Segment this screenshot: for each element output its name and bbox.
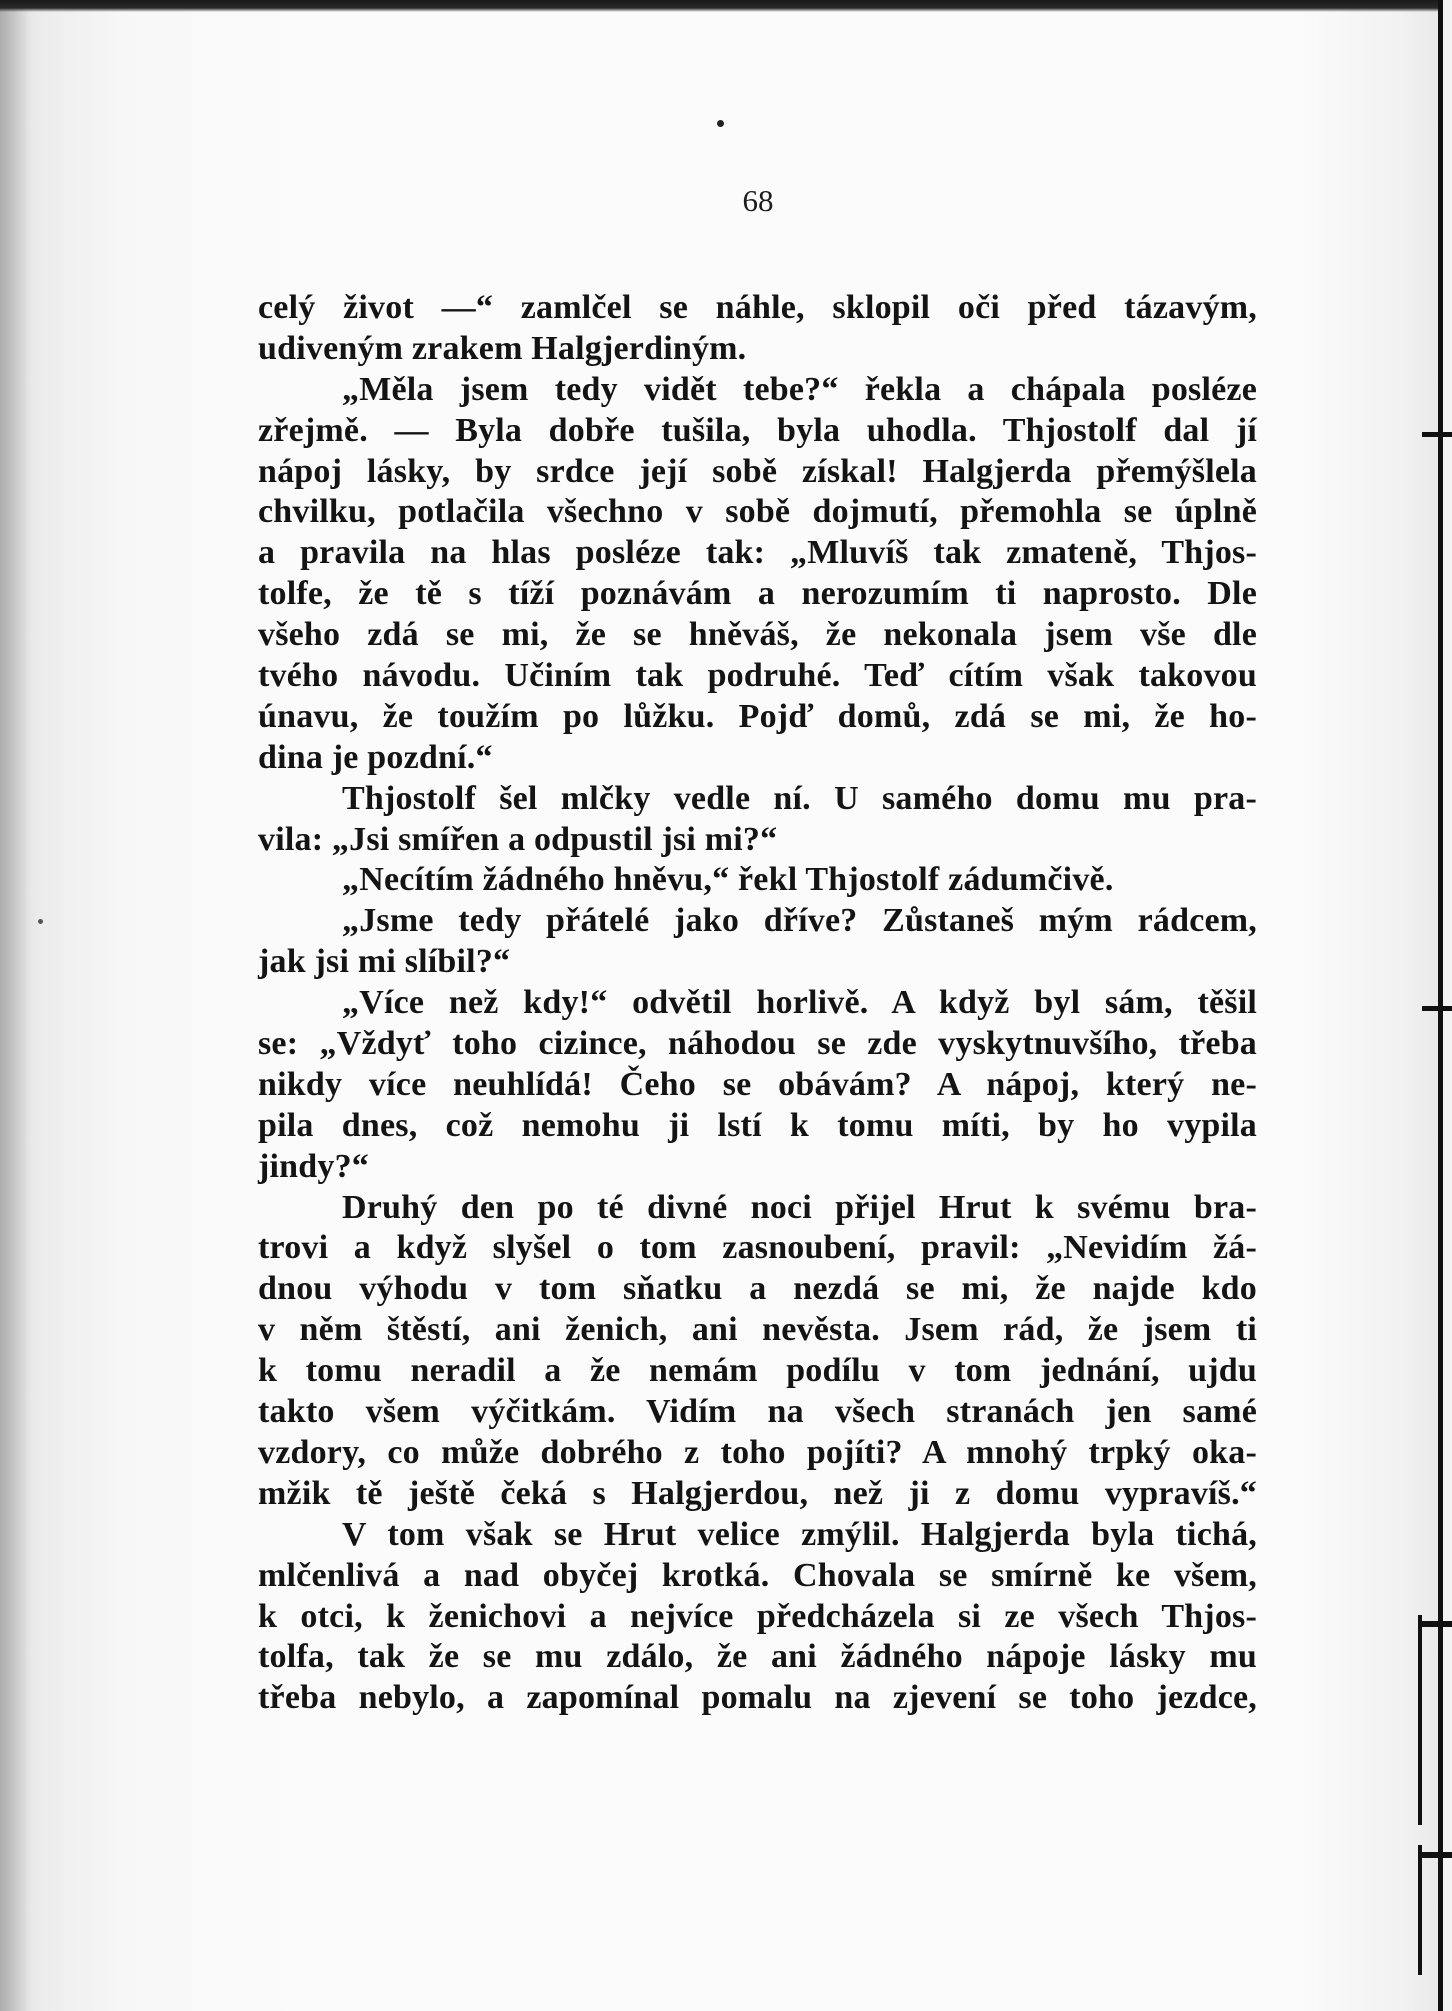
text-line: V tom však se Hrut velice zmýlil. Halgjerda byla tichá,: [342, 1515, 1257, 1553]
text-line: třeba nebylo, a zapomínal pomalu na zjevení se toho jezdce,: [258, 1679, 1257, 1717]
text-line: „Necítím žádného hněvu,“ řekl Thjostolf zádumčivě.: [342, 861, 1114, 899]
text-line: dnou výhodu v tom sňatku a nezdá se mi, že najde kdo: [258, 1270, 1257, 1308]
text-line: Druhý den po té divné noci přijel Hrut k svému bra-: [342, 1188, 1257, 1226]
text-line: mlčenlivá a nad obyčej krotká. Chovala se smírně ke všem,: [258, 1556, 1257, 1594]
text-line: Thjostolf šel mlčky vedle ní. U samého domu mu pra-: [342, 779, 1257, 817]
text-line: zřejmě. — Byla dobře tušila, byla uhodla. Thjostolf dal jí: [258, 411, 1257, 449]
page-number: 68: [742, 183, 774, 218]
margin-mark-stem: [1418, 1615, 1422, 1825]
text-line: jak jsi mi slíbil?“: [258, 943, 511, 981]
text-line: chvilku, potlačila všechno v sobě dojmutí, přemohla se úplně: [258, 493, 1257, 531]
text-line: tolfa, tak že se mu zdálo, že ani žádného nápoje lásky mu: [258, 1638, 1257, 1676]
text-line: nápoj lásky, by srdce její sobě získal! Halgjerda přemýšlela: [258, 452, 1257, 490]
text-line: vila: „Jsi smířen a odpustil jsi mi?“: [258, 820, 778, 858]
margin-mark-stem: [1418, 1845, 1422, 1975]
text-line: „Více než kdy!“ odvětil horlivě. A když byl sám, těšil: [342, 984, 1257, 1022]
text-line: tolfe, že tě s tíží poznávám a nerozumím ti naprosto. Dle: [258, 575, 1257, 613]
text-line: únavu, že toužím po lůžku. Pojď domů, zdá se mi, že ho-: [258, 697, 1257, 735]
top-scan-border: [0, 0, 1452, 12]
margin-mark: [1422, 1852, 1452, 1858]
text-line: k otci, k ženichovi a nejvíce předcházela si ze všech Thjos-: [258, 1597, 1257, 1635]
text-line: dina je pozdní.“: [258, 738, 493, 776]
left-binding-shadow: [0, 0, 30, 2011]
body-text: [258, 288, 1257, 1719]
text-line: „Měla jsem tedy vidět tebe?“ řekla a chápala posléze: [342, 370, 1257, 408]
text-line: vzdory, co může dobrého z toho pojíti? A mnohý trpký oka-: [258, 1433, 1257, 1471]
ink-speck: [38, 919, 43, 924]
text-line: se: „Vždyť toho cizince, náhodou se zde vyskytnuvšího, třeba: [258, 1025, 1257, 1063]
text-line: trovi a když slyšel o tom zasnoubení, pravil: „Nevidím žá-: [258, 1229, 1257, 1267]
text-line: nikdy více neuhlídá! Čeho se obávám? A nápoj, který ne-: [258, 1065, 1257, 1103]
text-line: mžik tě ještě čeká s Halgjerdou, než ji z domu vypravíš.“: [258, 1474, 1257, 1512]
text-line: „Jsme tedy přátelé jako dříve? Zůstaneš mým rádcem,: [342, 902, 1257, 940]
text-line: a pravila na hlas posléze tak: „Mluvíš tak zmateně, Thjos-: [258, 534, 1257, 572]
text-line: k tomu neradil a že nemám podílu v tom jednání, ujdu: [258, 1352, 1257, 1390]
text-line: takto všem výčitkám. Vidím na všech stranách jen samé: [258, 1393, 1257, 1431]
margin-mark: [1422, 1006, 1452, 1011]
text-line: udiveným zrakem Halgjerdiným.: [258, 329, 747, 367]
text-line: pila dnes, což nemohu ji lstí k tomu míti, by ho vypila: [258, 1106, 1257, 1144]
text-line: tvého návodu. Učiním tak podruhé. Teď cítím však takovou: [258, 657, 1257, 695]
ink-speck: [717, 120, 724, 127]
text-line: v něm štěstí, ani ženich, ani nevěsta. Jsem rád, že jsem ti: [258, 1311, 1257, 1349]
margin-mark: [1422, 432, 1452, 437]
margin-mark: [1422, 1621, 1452, 1627]
text-line: všeho zdá se mi, že se hněváš, že nekonala jsem vše dle: [258, 616, 1257, 654]
text-line: jindy?“: [258, 1147, 369, 1185]
text-line: celý život —“ zamlčel se náhle, sklopil oči před tázavým,: [258, 289, 1257, 326]
